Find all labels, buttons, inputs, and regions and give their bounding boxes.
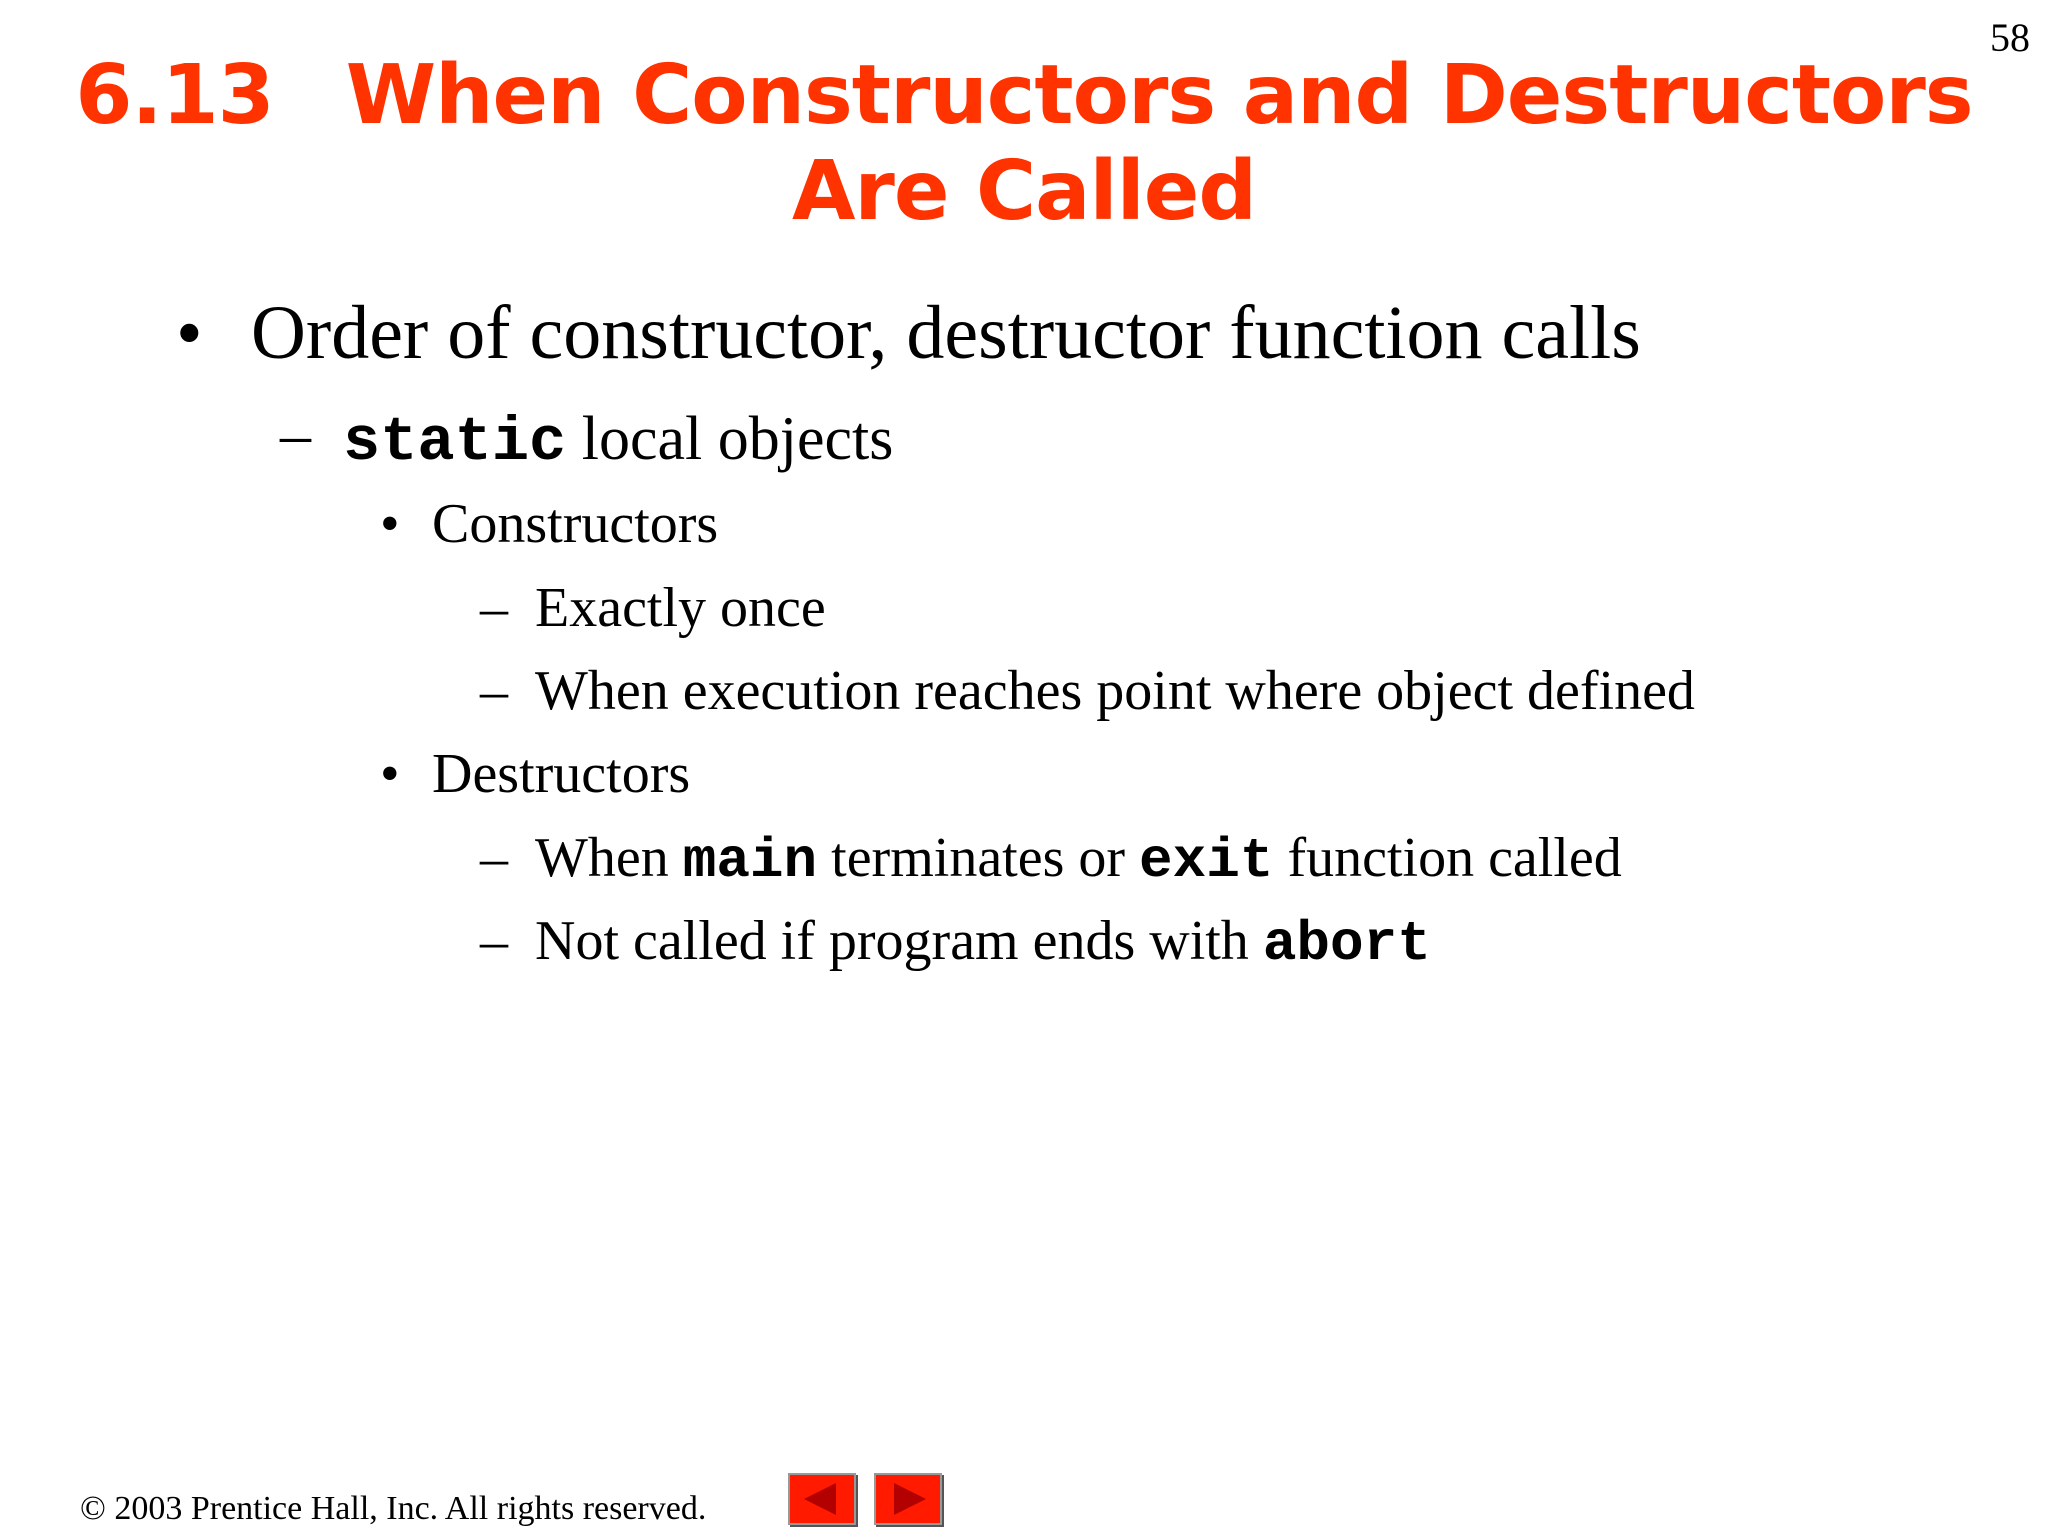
bullet-marker: • (380, 493, 400, 555)
dash-marker: – (480, 827, 508, 889)
item2-pre: Not called if program ends with (535, 910, 1263, 972)
code-exit: exit (1139, 829, 1274, 893)
title-line-1 (0, 48, 2048, 144)
bullet-destructors: Destructors (432, 743, 691, 805)
bullet-static-local-objects (343, 404, 893, 478)
bullet-order-of-calls: Order of constructor, destructor function calls (251, 291, 1641, 375)
item-execution-reaches-point: When execution reaches point where object defined (535, 660, 1695, 722)
item-not-called-abort (535, 909, 1431, 976)
bullet-constructors: Constructors (432, 493, 719, 555)
right-arrow-icon (876, 1475, 940, 1523)
item1-post: function called (1273, 827, 1622, 889)
left-arrow-icon (790, 1475, 854, 1523)
static-item-text: local objects (566, 405, 894, 473)
item1-pre: When (535, 827, 683, 889)
item-main-terminates (535, 826, 1622, 893)
dash-marker: – (480, 577, 508, 639)
bullet-marker: • (176, 291, 203, 375)
code-static: static (343, 407, 567, 478)
item-exactly-once: Exactly once (535, 577, 826, 639)
dash-marker: – (480, 660, 508, 722)
dash-marker: – (480, 910, 508, 972)
page-number: 58 (1990, 15, 2030, 60)
code-abort: abort (1262, 912, 1431, 976)
code-main: main (682, 829, 818, 893)
section-number: 6.13 (75, 48, 274, 143)
previous-slide-button[interactable] (788, 1473, 856, 1525)
title-line-2: Are Called (791, 144, 1257, 239)
copyright-footer: © 2003 Prentice Hall, Inc. All rights reserved. (80, 1490, 707, 1527)
next-slide-button[interactable] (874, 1473, 942, 1525)
dash-marker: – (280, 401, 311, 469)
item1-mid: terminates or (817, 827, 1140, 889)
bullet-marker: • (380, 743, 400, 805)
title-text-1: When Constructors and Destructors (345, 48, 1973, 143)
slide-title (0, 48, 2048, 240)
